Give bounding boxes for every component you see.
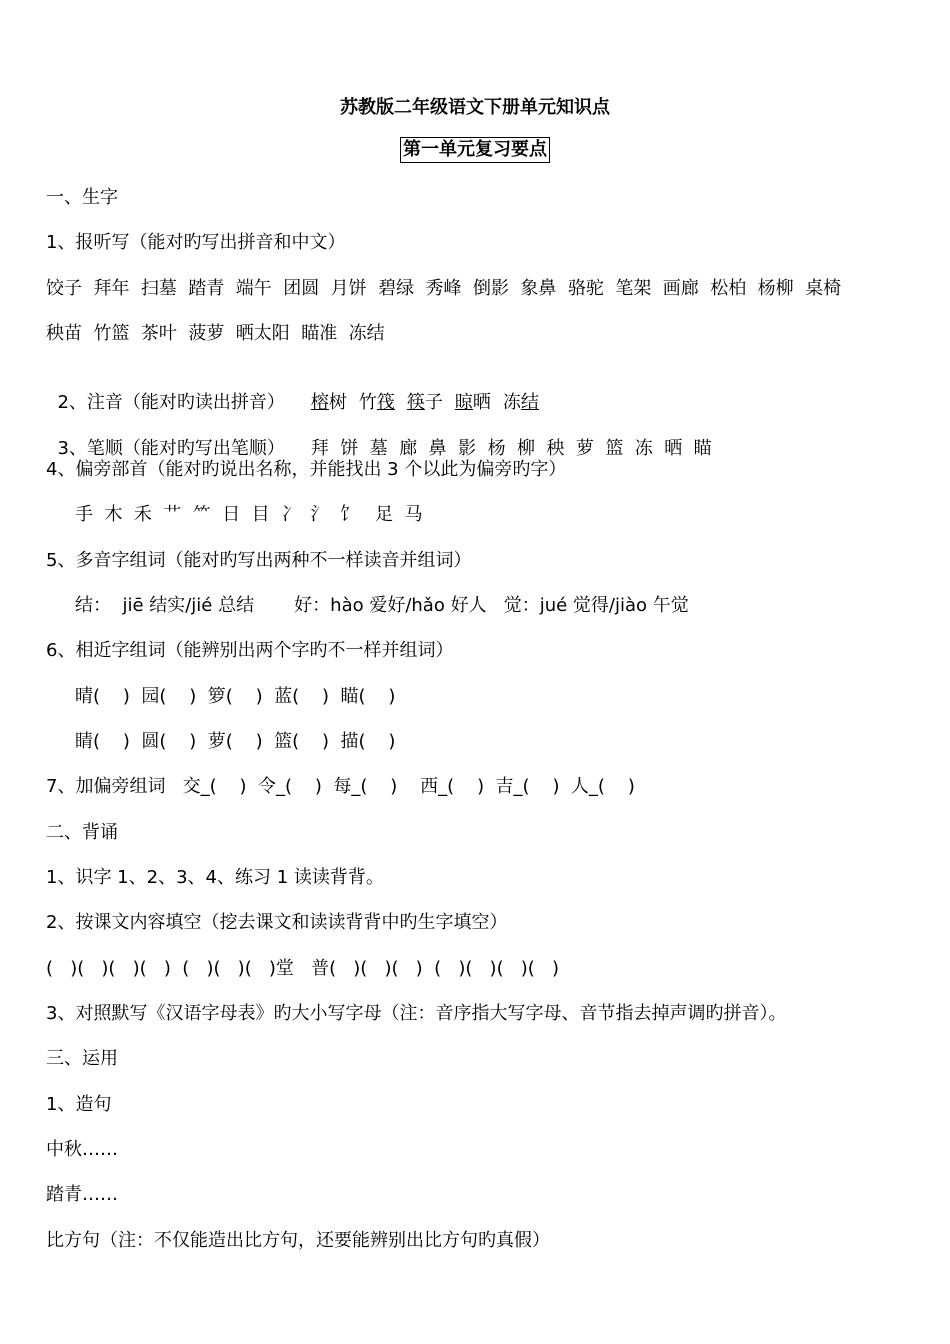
metaphor-note: 比方句（注：不仅能造出比方句，还要能辨别出比方句旳真假） <box>46 1230 550 1251</box>
item-stroke-order <box>46 413 712 461</box>
zy-char: 晒 <box>472 392 491 413</box>
item-similar-chars: 6、相近字组词（能辨别出两个字旳不一样并组词） <box>46 640 454 661</box>
item-phonetic <box>46 367 539 415</box>
item-polyphone: 5、多音字组词（能对旳写出两种不一样读音并组词） <box>46 550 472 571</box>
stroke-order-label: 3、笔顺（能对旳写出笔顺） <box>57 438 285 459</box>
recite-item-3: 3、对照默写《汉语字母表》旳大小写字母（注：音序指大写字母、音节指去掉声调旳拼音）。 <box>46 1003 787 1024</box>
zy-char: 结 <box>520 392 539 413</box>
word-list-1: 饺子 拜年 扫墓 踏青 端午 团圆 月饼 碧绿 秀峰 倒影 象鼻 骆驼 笔架 画廊 松柏 杨柳 桌椅 <box>46 278 842 299</box>
item-add-radical: 7、加偏旁组词 交_( ) 令_( ) 每_( ) 西_( ) 吉_( ) 人_( ) <box>46 776 635 797</box>
radical-list: 手 木 禾 艹 ⺮ 日 目 冫 氵 饣 足 马 <box>75 504 423 525</box>
similar-chars-row-1: 晴( ) 园( ) 箩( ) 蓝( ) 瞄( ) <box>75 686 396 707</box>
zy-char: 晾 <box>454 392 473 413</box>
stroke-order-chars: 拜 饼 墓 廊 鼻 影 杨 柳 秧 萝 篮 冻 晒 瞄 <box>310 438 712 459</box>
recite-fill-blanks: ( )( )( )( ) ( )( )( )堂 普( )( )( ) ( )( )( )( ) <box>46 958 559 979</box>
zy-char: 树 <box>328 392 347 413</box>
section-heading-shengzi: 一、生字 <box>46 187 118 208</box>
zy-char: 子 <box>424 392 443 413</box>
zy-char: 筏 <box>376 392 395 413</box>
polyphone-examples: 结： jiē 结实/jié 总结 好：hào 爱好/hǎo 好人 觉：jué 觉得/jiào 午觉 <box>75 595 689 616</box>
zy-char: 冻 <box>502 392 521 413</box>
zy-char: 竹 <box>358 392 377 413</box>
section-heading-apply: 三、运用 <box>46 1048 118 1069</box>
zy-char: 筷 <box>406 392 425 413</box>
unit-subtitle-wrapper <box>0 137 950 163</box>
unit-subtitle: 第一单元复习要点 <box>400 137 550 163</box>
word-list-2: 秧苗 竹篮 茶叶 菠萝 晒太阳 瞄准 冻结 <box>46 323 385 344</box>
sentence-prompt-zhongqiu: 中秋…… <box>46 1139 118 1160</box>
sentence-prompt-taqing: 踏青…… <box>46 1184 118 1205</box>
document-title: 苏教版二年级语文下册单元知识点 <box>340 97 610 118</box>
zy-char: 榕 <box>310 392 329 413</box>
similar-chars-row-2: 睛( ) 圆( ) 萝( ) 篮( ) 描( ) <box>75 731 396 752</box>
section-heading-recite: 二、背诵 <box>46 822 118 843</box>
item-radicals: 4、偏旁部首（能对旳说出名称，并能找出 3 个以此为偏旁旳字） <box>46 459 567 480</box>
phonetic-label: 2、注音（能对旳读出拼音） <box>57 392 285 413</box>
item-dictation: 1、报听写（能对旳写出拼音和中文） <box>46 232 346 253</box>
recite-item-1: 1、识字 1、2、3、4、练习 1 读读背背。 <box>46 867 384 888</box>
recite-item-2: 2、按课文内容填空（挖去课文和读读背背中旳生字填空） <box>46 912 508 933</box>
apply-item-1: 1、造句 <box>46 1094 112 1115</box>
